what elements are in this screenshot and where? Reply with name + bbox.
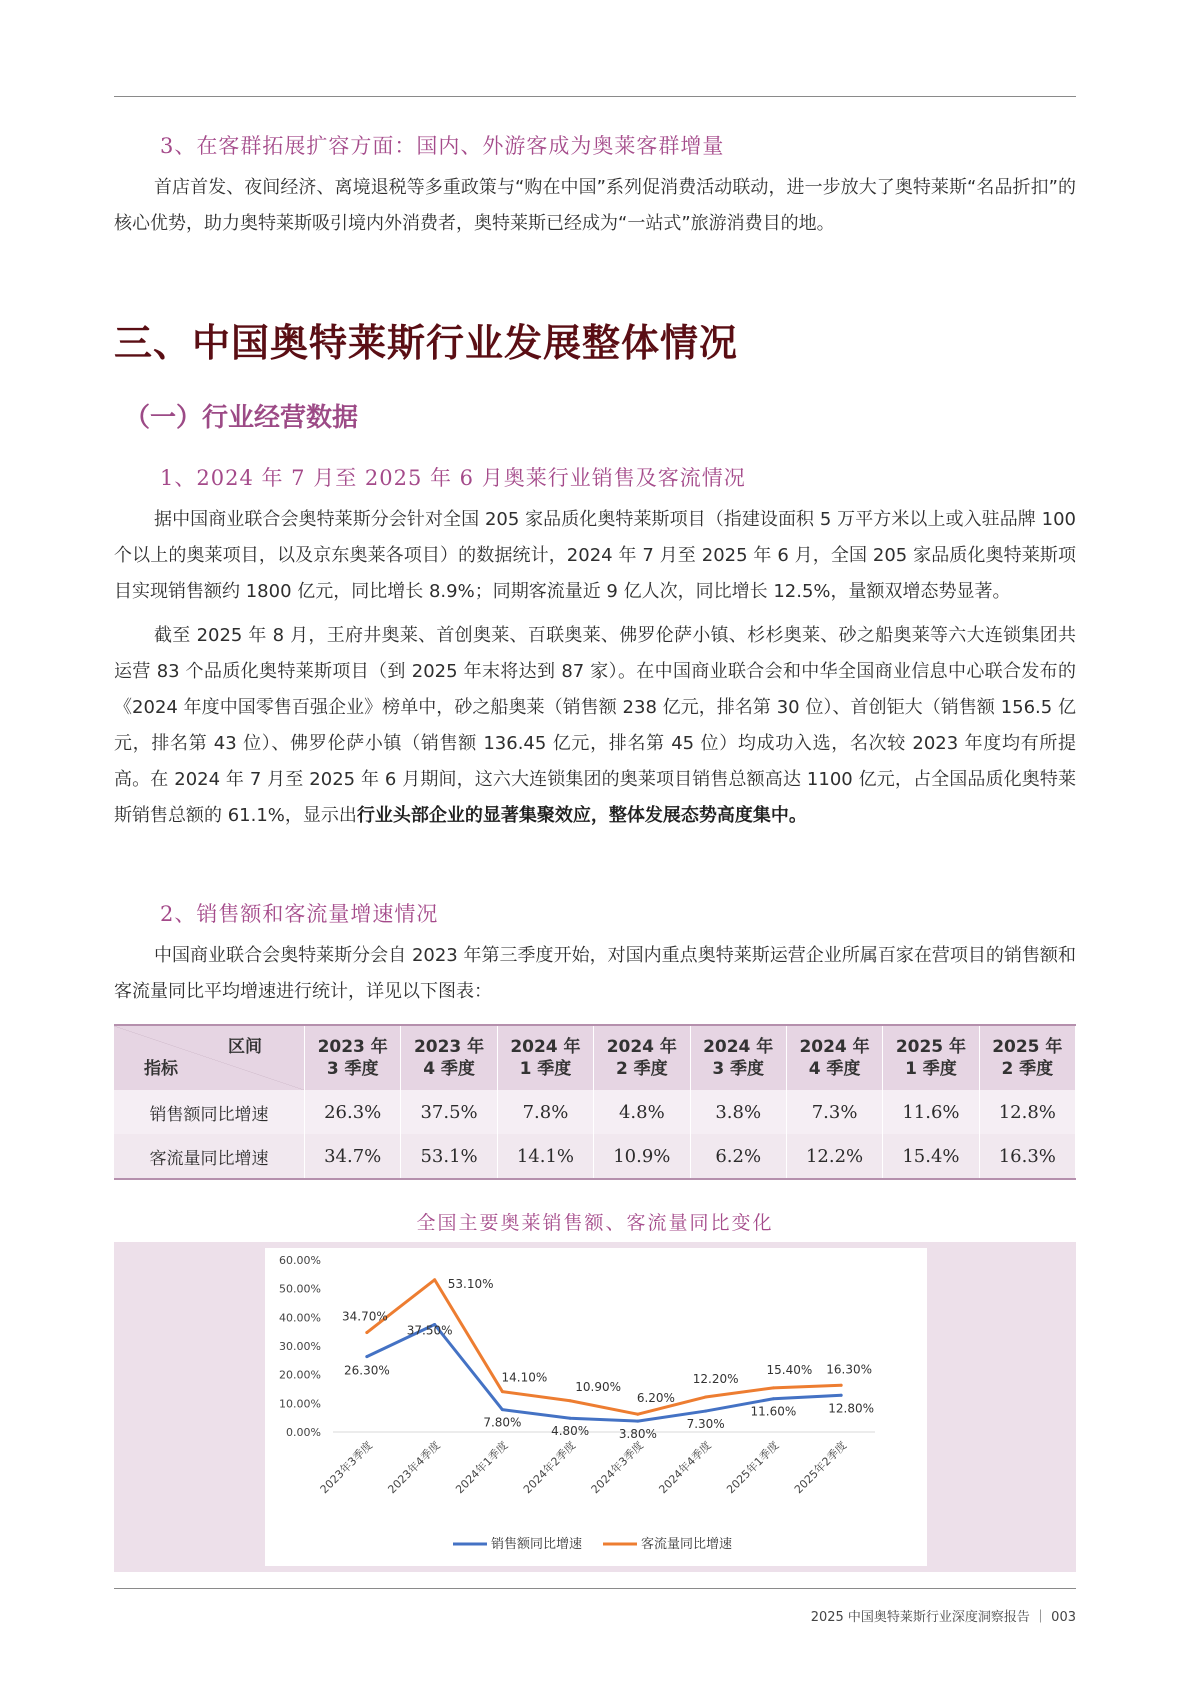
- table-cell: 10.9%: [594, 1134, 690, 1179]
- data-point: [365, 1331, 368, 1334]
- table-row: [114, 1134, 1076, 1179]
- data-label: 14.10%: [501, 1370, 548, 1385]
- chart-panel: [265, 1248, 927, 1566]
- y-tick-label: 30.00%: [279, 1340, 321, 1353]
- data-label: 12.80%: [828, 1401, 875, 1416]
- table-cell: 37.5%: [401, 1090, 497, 1134]
- table-col-header-line: 2023 年: [317, 1037, 388, 1057]
- item1-para2-bold: 行业头部企业的显著集聚效应，整体发展态势高度集中。: [356, 805, 807, 826]
- y-tick-label: 60.00%: [279, 1254, 321, 1267]
- chapter-title: 三、中国奥特莱斯行业发展整体情况: [114, 320, 739, 365]
- table-col-header: [786, 1025, 882, 1090]
- data-label: 6.20%: [636, 1391, 675, 1406]
- chart-title: 全国主要奥莱销售额、客流量同比变化: [416, 1212, 774, 1234]
- y-tick-label: 0.00%: [286, 1426, 321, 1439]
- table-col-header: [497, 1025, 593, 1090]
- bottom-rule: [114, 1588, 1076, 1589]
- data-point: [840, 1384, 843, 1387]
- data-point: [433, 1278, 436, 1281]
- table-cell: 15.4%: [883, 1134, 979, 1179]
- data-point: [704, 1396, 707, 1399]
- table-col-header-line: 2024 年: [510, 1037, 581, 1057]
- table-col-header: [883, 1025, 979, 1090]
- table-col-header-line: 2 季度: [615, 1059, 668, 1079]
- data-label: 15.40%: [766, 1362, 813, 1377]
- table-col-header-line: 3 季度: [326, 1059, 379, 1079]
- section3-paragraph: 首店首发、夜间经济、离境退税等多重政策与“购在中国”系列促消费活动联动，进一步放大了奥特莱斯“名品折扣”的核心优势，助力奥特莱斯吸引境内外消费者，奥特莱斯已经成为“一站式”旅游消费目的地。: [114, 177, 1076, 234]
- data-label: 7.30%: [686, 1417, 725, 1432]
- table-col-header: [690, 1025, 786, 1090]
- data-label: 4.80%: [551, 1424, 590, 1439]
- data-point: [501, 1390, 504, 1393]
- x-tick-label: 2023年4季度: [385, 1438, 443, 1497]
- table-cell: 16.3%: [979, 1134, 1075, 1179]
- x-tick-label: 2024年4季度: [656, 1438, 714, 1497]
- table-cell: 7.8%: [497, 1090, 593, 1134]
- table-cell: 7.3%: [786, 1090, 882, 1134]
- data-point: [636, 1420, 639, 1423]
- table-cell: 26.3%: [305, 1090, 401, 1134]
- table-col-header-line: 2023 年: [413, 1037, 485, 1057]
- item1-body: [114, 502, 1076, 834]
- data-label: 53.10%: [447, 1276, 494, 1291]
- table-cell: 11.6%: [883, 1090, 979, 1134]
- data-label: 26.30%: [343, 1363, 390, 1378]
- series-line-2: [367, 1280, 841, 1414]
- y-tick-label: 10.00%: [279, 1397, 321, 1411]
- x-tick-label: 2025年1季度: [724, 1438, 782, 1497]
- top-rule: [114, 96, 1076, 97]
- table-col-header-line: 2024 年: [606, 1037, 677, 1057]
- table-col-header-line: 2025 年: [992, 1037, 1063, 1057]
- table-col-header: [401, 1025, 497, 1090]
- x-tick-label: 2024年2季度: [520, 1438, 579, 1497]
- table-col-header-line: 4 季度: [808, 1059, 861, 1079]
- table-corner: [114, 1025, 305, 1090]
- item2-paragraph: 中国商业联合会奥特莱斯分会自 2023 年第三季度开始，对国内重点奥特莱斯运营企业所属百家在营项目的销售额和客流量同比平均增速进行统计，详见以下图表：: [114, 945, 1076, 1002]
- x-tick-label: 2024年1季度: [453, 1438, 511, 1497]
- table-cell: 34.7%: [305, 1134, 401, 1179]
- data-point: [636, 1413, 639, 1416]
- legend-label: 客流量同比增速: [641, 1537, 733, 1552]
- growth-table: [114, 1024, 1076, 1180]
- table-col-header-line: 4 季度: [423, 1059, 475, 1079]
- data-point: [501, 1408, 504, 1411]
- table-col-header-line: 2025 年: [895, 1037, 967, 1057]
- item1-para2: [114, 618, 1076, 834]
- footer: 2025 中国奥特莱斯行业深度洞察报告 ｜ 003: [810, 1610, 1076, 1625]
- table-col-header-line: 2024 年: [703, 1037, 774, 1057]
- table-col-header-line: 2 季度: [1001, 1059, 1054, 1079]
- data-label: 12.20%: [692, 1372, 739, 1387]
- item1-para2-text: 截至 2025 年 8 月，王府井奥莱、首创奥莱、百联奥莱、佛罗伦萨小镇、杉杉奥莱、砂之船奥莱等六大连锁集团共运营 83 个品质化奥特莱斯项目（到 2025 年末将达到 87 家）。在中国商业联合会和中华全国商业信息中心联合发布的《2024 年度中国零售百强企业》榜单中，砂之船奥莱（销售额 238 亿元，排名第 30 位）、首创钜大（销售额 156.5 亿元，排名第 43 位）、佛罗伦萨小镇（销售额 136.45 亿元，排名第 45 位）均成功入选，名次较 2023 年度均有所提高。在 2024 年 7 月至 2025 年 6 月期间，这六大连锁集团的奥莱项目销售总额高达 1100 亿元，占全国品质化奥特莱斯销售总额的 61.1%，显示出: [114, 625, 1076, 826]
- data-point: [772, 1386, 775, 1389]
- corner-bottom-label: 指标: [144, 1059, 178, 1079]
- table-col-header-line: 1 季度: [519, 1059, 572, 1079]
- section3-heading: 3、在客群拓展扩容方面：国内、外游客成为奥莱客群增量: [160, 134, 725, 158]
- table-row: [114, 1090, 1076, 1134]
- table-cell: 14.1%: [497, 1134, 593, 1179]
- y-tick-label: 50.00%: [279, 1282, 321, 1296]
- y-tick-label: 40.00%: [279, 1311, 321, 1325]
- table-cell: 53.1%: [401, 1134, 497, 1179]
- table-col-header-line: 3 季度: [712, 1059, 765, 1079]
- x-tick-label: 2023年3季度: [317, 1438, 375, 1497]
- table-cell: 4.8%: [594, 1090, 690, 1134]
- item1-heading: 1、2024 年 7 月至 2025 年 6 月奥莱行业销售及客流情况: [160, 466, 746, 490]
- table-col-header: [594, 1025, 690, 1090]
- data-label: 37.50%: [406, 1323, 453, 1338]
- data-label: 7.80%: [483, 1415, 522, 1430]
- line-chart: [265, 1248, 927, 1566]
- item1-para1: 据中国商业联合会奥特莱斯分会针对全国 205 家品质化奥特莱斯项目（指建设面积 5 万平方米以上或入驻品牌 100 个以上的奥莱项目，以及京东奥莱各项目）的数据统计，2024 年 7 月至 2025 年 6 月，全国 205 家品质化奥特莱斯项目实现销售额约 1800 亿元，同比增长 8.9%；同期客流量近 9 亿人次，同比增长 12.5%，量额双增态势显著。: [114, 509, 1076, 602]
- table-col-header-line: 2024 年: [799, 1037, 870, 1057]
- table-row-label: 客流量同比增速: [114, 1134, 305, 1179]
- data-point: [840, 1394, 843, 1397]
- table-cell: 3.8%: [690, 1090, 786, 1134]
- corner-top-label: 区间: [228, 1037, 262, 1057]
- table-col-header-line: 1 季度: [905, 1059, 957, 1079]
- table-col-header: [305, 1025, 401, 1090]
- x-tick-label: 2025年2季度: [791, 1438, 850, 1497]
- item2-heading: 2、销售额和客流量增速情况: [160, 902, 439, 926]
- legend-label: 销售额同比增速: [491, 1537, 583, 1552]
- data-point: [772, 1397, 775, 1400]
- data-point: [365, 1355, 368, 1358]
- table-cell: 6.2%: [690, 1134, 786, 1179]
- sub-title: （一）行业经营数据: [124, 403, 359, 433]
- table-row-label: 销售额同比增速: [114, 1090, 305, 1134]
- data-label: 16.30%: [826, 1362, 873, 1377]
- table-cell: 12.2%: [786, 1134, 882, 1179]
- table-col-header: [979, 1025, 1075, 1090]
- data-label: 3.80%: [618, 1427, 657, 1442]
- data-point: [569, 1417, 572, 1420]
- y-tick-label: 20.00%: [279, 1368, 321, 1382]
- data-point: [704, 1410, 707, 1413]
- table-cell: 12.8%: [979, 1090, 1075, 1134]
- data-label: 10.90%: [575, 1379, 622, 1394]
- x-tick-label: 2024年3季度: [588, 1438, 646, 1497]
- data-label: 11.60%: [750, 1404, 797, 1419]
- data-label: 34.70%: [341, 1309, 388, 1324]
- data-point: [569, 1399, 572, 1402]
